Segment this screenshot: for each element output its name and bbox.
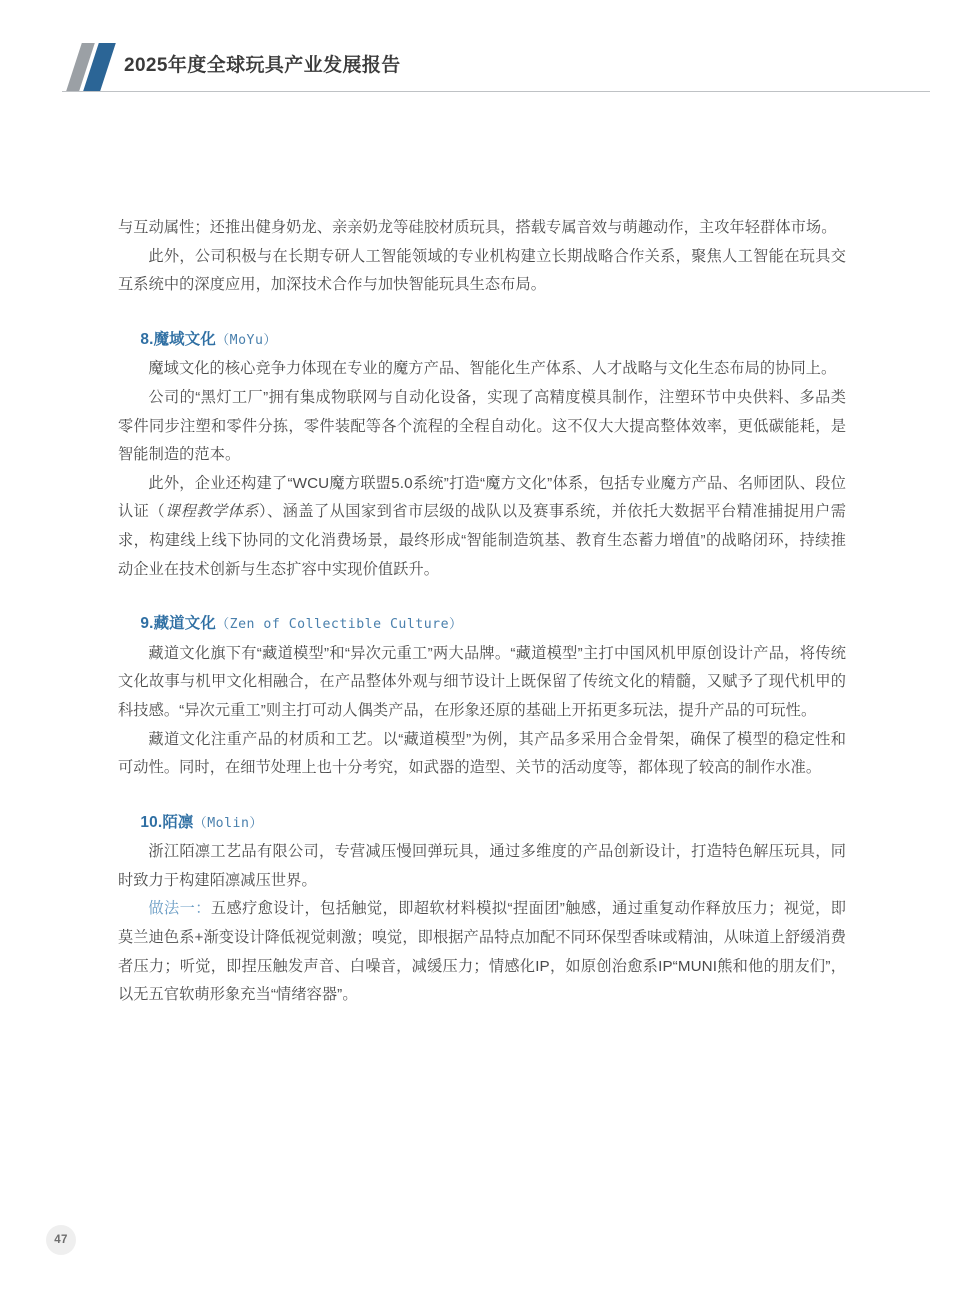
section-10-latin-title: （Molin） [193,815,264,831]
paragraph-ai-cooperation: 此外，公司积极与在长期专研人工智能领域的专业机构建立长期战略合作关系，聚焦人工智能在玩具交互系统中的深度应用，加深技术合作与加快智能玩具生态布局。 [118,247,846,294]
section-9-latin-title: （Zen of Collectible Culture） [215,617,463,633]
section-10-practice-paragraph [118,895,846,1009]
section-9-paragraph-1: 藏道文化旗下有“藏道模型”和“异次元重工”两大品牌。“藏道模型”主打中国风机甲原创设计产品，将传统文化故事与机甲文化相融合，在产品整体外观与细节设计上既保留了传统文化的精髓，又赋予了现代机甲的科技感。“异次元重工”则主打可动人偶类产品，在形象还原的基础上开拓更多玩法，提升产品的可玩性。 [118,644,846,719]
section-8-wcu-text-b: ）、涵盖了从国家到省市层级的战队以及赛事系统，并依托大数据平台精准捕捉用户需求，构建线上线下协同的文化消费场景，最终形成“智能制造筑基、教育生态蓄力增值”的战略闭环，持续推动企业在技术创新与生态扩容中实现价值跃升。 [118,503,846,578]
document-header [0,40,960,98]
practice-description: 五感疗愈设计，包括触觉，即超软材料模拟“捏面团”触感，通过重复动作释放压力；视觉，即莫兰迪色系+渐变设计降低视觉刺激；嗅觉，即根据产品特点加配不同环保型香味或精油，从味道上舒缓消费者压力；听觉，即捏压触发声音、白噪音，减缓压力；情感化IP，如原创治愈系IP“MUNI熊和他的朋友们”，以无五官软萌形象充当“情绪容器”。 [118,900,846,1004]
section-heading-9 [118,610,846,640]
paragraph-continued: 与互动属性；还推出健身奶龙、亲亲奶龙等硅胶材质玩具，搭载专属音效与萌趣动作，主攻年轻群体市场。 [118,219,837,236]
header-divider [62,91,930,92]
section-spacer [118,783,846,809]
section-9-paragraph-2: 藏道文化注重产品的材质和工艺。以“藏道模型”为例，其产品多采用合金骨架，确保了模型的稳定性和可动性。同时，在细节处理上也十分考究，如武器的造型、关节的活动度等，都体现了较高的制作水准。 [118,730,846,777]
section-heading-10 [118,809,846,839]
section-8-wcu-kai-phrase: 课程教学体系 [164,503,259,521]
section-8-title: 8.魔域文化 [140,330,216,348]
section-8-paragraph-3 [118,470,846,584]
practice-label: 做法一： [148,900,211,918]
section-8-paragraph-2: 公司的“黑灯工厂”拥有集成物联网与自动化设备，实现了高精度模具制作，注塑环节中央供料、多品类零件同步注塑和零件分拣，零件装配等各个流程的全程自动化。这不仅大大提高整体效率，更低碳能耗，是智能制造的范本。 [118,388,846,464]
section-10-paragraph-1: 浙江陌凛工艺品有限公司，专营减压慢回弹玩具，通过多维度的产品创新设计，打造特色解压玩具，同时致力于构建陌凛减压世界。 [118,843,846,889]
page-number-badge: 47 [46,1225,76,1255]
section-8-wcu-text-a: 此外，企业还构建了“WCU魔方联盟5.0系统”打造“魔方文化”体系，包括专业魔方产品、名师团队、段位认证（ [118,474,846,521]
report-title: 2025年度全球玩具产业发展报告 [124,55,401,76]
section-spacer [118,584,846,610]
section-10-title: 10.陌凛 [140,813,194,831]
document-body [118,214,846,1010]
section-8-paragraph-1: 魔域文化的核心竞争力体现在专业的魔方产品、智能化生产体系、人才战略与文化生态布局的协同上。 [148,360,837,378]
section-spacer [118,300,846,326]
section-9-title: 9.藏道文化 [140,615,216,633]
section-heading-8 [118,326,846,356]
section-8-latin-title: （MoYu） [215,332,278,348]
